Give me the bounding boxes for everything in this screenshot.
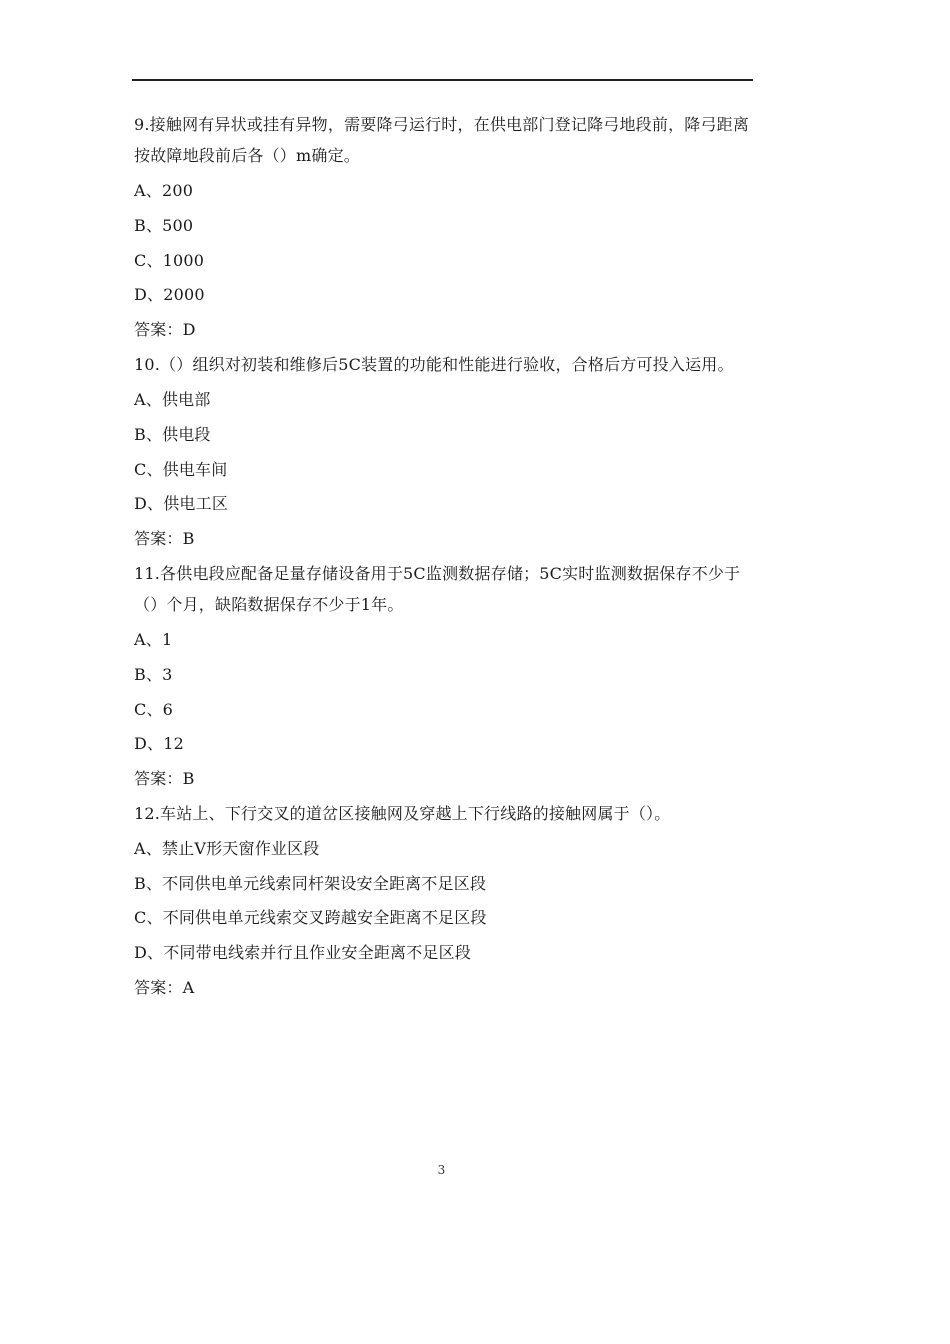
- option-c: C、1000: [134, 250, 205, 270]
- option-c: C、不同供电单元线索交叉跨越安全距离不足区段: [134, 908, 487, 928]
- option-d: D、供电工区: [134, 494, 229, 514]
- option-c: C、6: [134, 699, 174, 719]
- option-d: D、2000: [134, 285, 205, 305]
- question-text: 10.（）组织对初装和维修后5C装置的功能和性能进行验收，合格后方可投入运用。: [134, 354, 734, 374]
- question-block-10: [134, 348, 754, 557]
- page-number: 3: [437, 1163, 446, 1177]
- answer-line: 答案：D: [134, 320, 196, 340]
- question-text: 11.各供电段应配备足量存储设备用于5C监测数据存储；5C实时监测数据保存不少于（）个月，缺陷数据保存不少于1年。: [134, 563, 741, 614]
- header-rule: [132, 79, 753, 81]
- answer-line: 答案：B: [134, 769, 195, 789]
- option-b: B、500: [134, 215, 194, 235]
- option-b: B、3: [134, 664, 173, 684]
- option-b: B、供电段: [134, 424, 211, 444]
- question-block-11: [134, 557, 754, 797]
- question-block-12: [134, 797, 754, 1006]
- option-d: D、不同带电线索并行且作业安全距离不足区段: [134, 943, 472, 963]
- answer-line: 答案：A: [134, 977, 195, 997]
- question-text: 12.车站上、下行交叉的道岔区接触网及穿越上下行线路的接触网属于（）。: [134, 803, 671, 823]
- question-block-9: [134, 108, 754, 348]
- answer-line: 答案：B: [134, 529, 195, 549]
- option-c: C、供电车间: [134, 459, 228, 479]
- option-b: B、不同供电单元线索同杆架设安全距离不足区段: [134, 873, 487, 893]
- option-a: A、供电部: [134, 389, 211, 409]
- option-a: A、1: [134, 629, 173, 649]
- question-list: [134, 108, 754, 1006]
- option-a: A、禁止V形天窗作业区段: [134, 838, 320, 858]
- option-d: D、12: [134, 734, 184, 754]
- option-a: A、200: [134, 181, 194, 200]
- question-text: 9.接触网有异状或挂有异物，需要降弓运行时，在供电部门登记降弓地段前，降弓距离按故障地段前后各（）m确定。: [134, 115, 750, 165]
